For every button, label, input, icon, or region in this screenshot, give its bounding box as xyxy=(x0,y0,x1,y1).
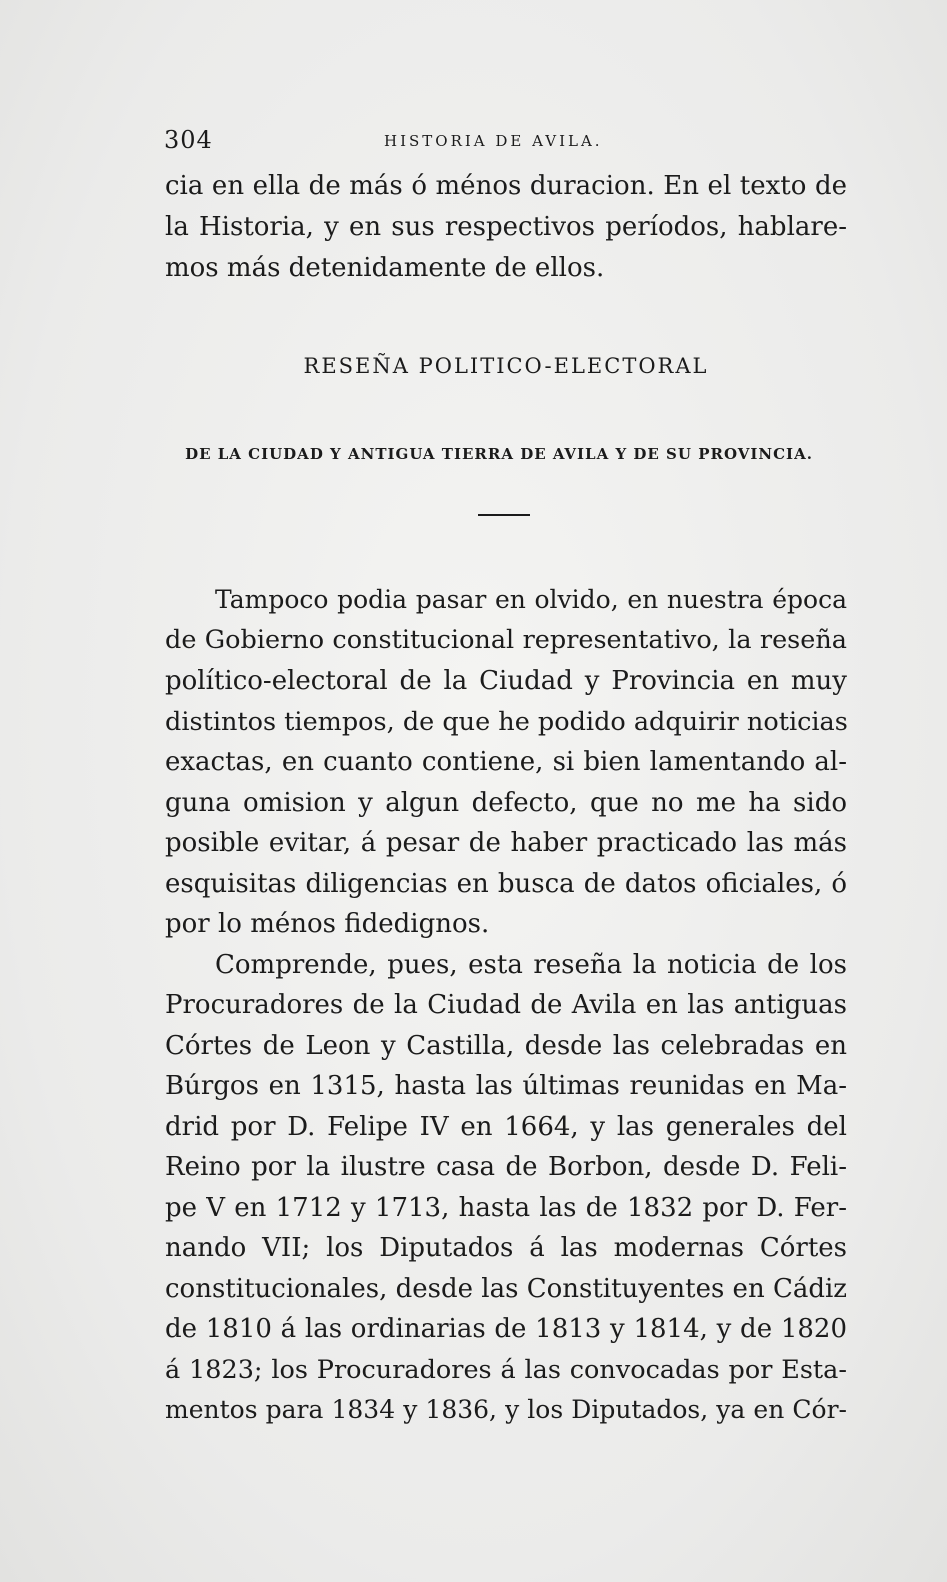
text-line: constitucionales, desde las Constituyentes en Cádiz xyxy=(165,1274,848,1304)
section-subtitle: DE LA CIUDAD Y ANTIGUA TIERRA DE AVILA Y DE SU PROVINCIA. xyxy=(185,445,813,463)
text-line: la Historia, y en sus respectivos períodos, hablare- xyxy=(165,212,847,242)
text-line: mos más detenidamente de ellos. xyxy=(165,253,605,283)
text-line: Córtes de Leon y Castilla, desde las celebradas en xyxy=(165,1031,847,1061)
page-header xyxy=(164,126,844,166)
text-line: mentos para 1834 y 1836, y los Diputados, ya en Cór- xyxy=(165,1395,847,1424)
page-number: 304 xyxy=(164,126,213,154)
text-line: cia en ella de más ó ménos duracion. En el texto de xyxy=(165,171,847,201)
running-title: HISTORIA DE AVILA. xyxy=(384,132,603,150)
text-line: Búrgos en 1315, hasta las últimas reunidas en Ma- xyxy=(165,1071,847,1101)
text-line: esquisitas diligencias en busca de datos oficiales, ó xyxy=(165,869,847,899)
section-title: RESEÑA POLITICO-ELECTORAL xyxy=(303,354,709,378)
text-line: exactas, en cuanto contiene, si bien lamentando al- xyxy=(165,747,847,777)
text-line: posible evitar, á pesar de haber practicado las más xyxy=(165,828,847,858)
text-line: distintos tiempos, de que he podido adquirir noticias xyxy=(165,707,848,737)
text-line: Reino por la ilustre casa de Borbon, desde D. Feli- xyxy=(165,1152,847,1182)
text-line: drid por D. Felipe IV en 1664, y las generales del xyxy=(165,1112,847,1142)
text-line: Tampoco podia pasar en olvido, en nuestra época xyxy=(215,585,847,614)
text-line: pe V en 1712 y 1713, hasta las de 1832 por D. Fer- xyxy=(165,1193,847,1223)
text-line: de Gobierno constitucional representativo, la reseña xyxy=(165,625,847,655)
text-line: á 1823; los Procuradores á las convocadas por Esta- xyxy=(165,1355,847,1385)
text-line: por lo ménos fidedignos. xyxy=(165,909,490,939)
text-line: Comprende, pues, esta reseña la noticia de los xyxy=(215,950,847,980)
text-line: político-electoral de la Ciudad y Provincia en muy xyxy=(165,666,847,696)
text-line: nando VII; los Diputados á las modernas Córtes xyxy=(165,1233,847,1263)
text-line: guna omision y algun defecto, que no me ha sido xyxy=(165,788,847,818)
section-divider xyxy=(478,514,530,516)
text-line: de 1810 á las ordinarias de 1813 y 1814, y de 1820 xyxy=(165,1314,847,1344)
text-line: Procuradores de la Ciudad de Avila en las antiguas xyxy=(165,990,847,1020)
